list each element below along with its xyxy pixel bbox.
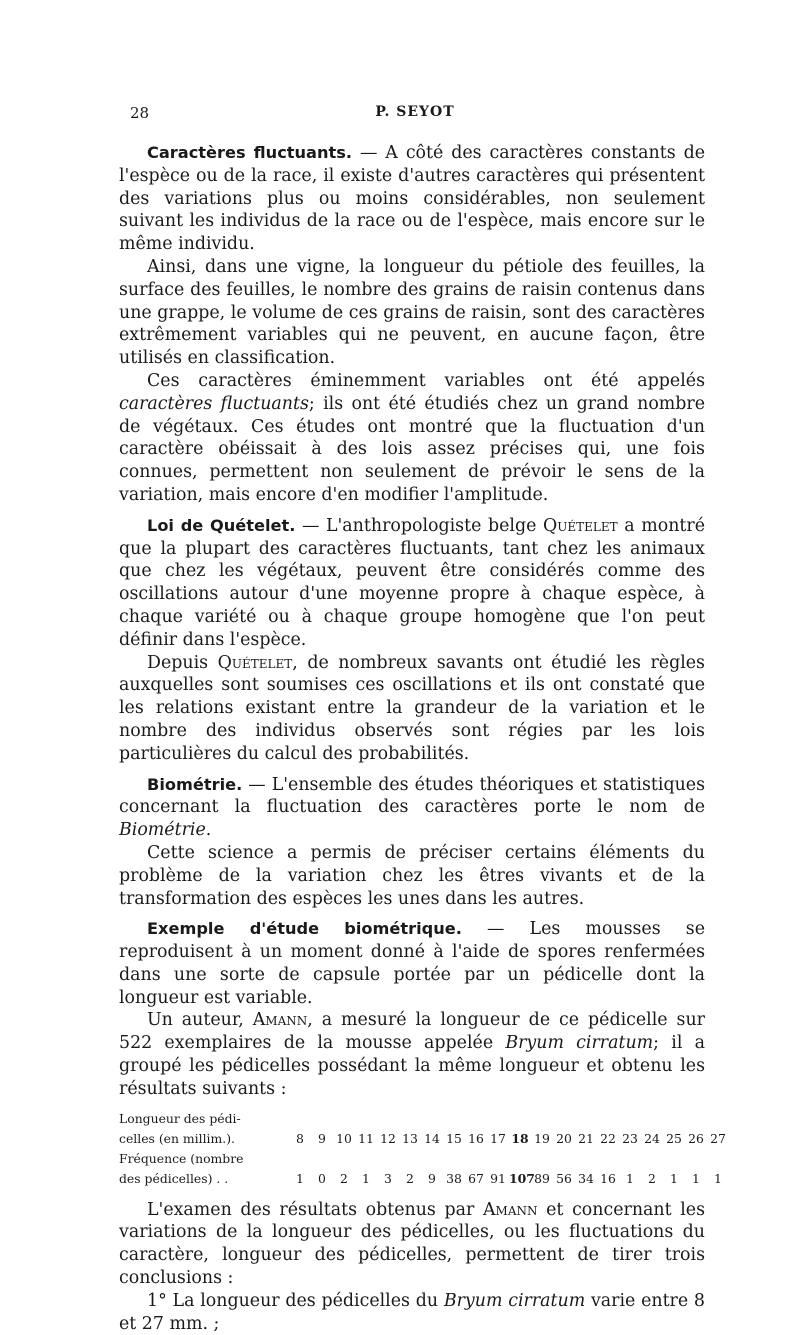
paragraph-text: L'examen des résultats obtenus par [147,1199,483,1220]
page-header [130,104,700,130]
table-cell-frequency: 1 [626,1170,634,1186]
table-cell-frequency: 1 [296,1170,304,1186]
paragraph-conclusion-1 [119,1290,705,1335]
paragraph-text: ; ils ont été étudiés chez un grand nombre de végétaux. Ces études ont montré que la fluctuation d'un caractère obéissait à des lois assez précises qui, une fois connues, permettent non seulement de prévoir le sens de la variation, mais encore d'en modifier l'amplitude. [119,393,706,505]
paragraph-text: Depuis [147,652,218,673]
paragraph-text: , a mesuré la longueur de ce pédicelle sur 522 exemplaires de la mousse appelée [119,1010,705,1054]
table-cell-frequency: 1 [714,1170,722,1186]
paragraph-text: ; il a groupé les pédicelles possédant la même longueur et obtenu les résultats suivants : [119,1033,705,1099]
table-cell-frequency: 9 [428,1170,436,1186]
page-number: 28 [130,104,150,122]
table-cell-frequency: 107 [509,1170,535,1186]
paragraph-text: — A côté des caractères constants de l'espèce ou de la race, il existe d'autres caractères qui présentent des variations plus ou moins considérables, non seulement suivant les individus de la race ou de l'espèce, mais encore sur le même individu. [119,143,705,255]
table-row [119,1109,705,1129]
table-cell-length: 25 [666,1130,682,1146]
paragraph-text: Cette science a permis de préciser certains éléments du problème de la variation chez les êtres vivants et de la transformation des espèces les unes dans les autres. [119,842,705,909]
table-cell-frequency: 67 [468,1170,484,1186]
table-cell-length: 14 [424,1130,440,1146]
table-cell-frequency: 91 [490,1170,506,1186]
length-values [289,1129,733,1149]
table-cell-frequency: 2 [406,1170,414,1186]
paragraph-text: Ces caractères éminemment variables ont été appelés [147,370,705,391]
paragraph-text: Ainsi, dans une vigne, la longueur du pétiole des feuilles, la surface des feuilles, le nombre des grains de raisin contenus dans une grappe, le volume de ces grains de raisin, sont des caractères extrêmement variables qui ne peuvent, en aucune façon, être utilisés en classification. [119,256,705,369]
table-row-lengths [119,1129,726,1149]
author-name: Quételet [217,652,293,673]
table-cell-length: 27 [710,1130,726,1146]
paragraph-text: varie entre 8 et 27 mm. ; [119,1290,705,1334]
section-heading-biometrie: Biométrie. [147,774,243,794]
table-cell-frequency: 1 [670,1170,678,1186]
table-cell-length: 11 [358,1130,374,1146]
table-cell-frequency: 0 [318,1170,326,1186]
section-heading-exemple-biometrique: Exemple d'étude biométrique. [147,919,462,939]
table-cell-length: 9 [318,1130,326,1146]
table-cell-frequency: 38 [446,1170,462,1186]
table-cell-length: 26 [688,1130,704,1146]
table-cell-length: 20 [556,1130,572,1146]
table-cell-length: 18 [511,1130,529,1146]
paragraph-text: — L'ensemble des études théoriques et statistiques concernant la fluctuation des caractères porte le nom de [119,774,705,818]
table-row-frequencies [119,1169,722,1189]
author-name: Amann [482,1199,538,1220]
row-label: des pédicelles) . . [119,1170,229,1186]
paragraph-text: Un auteur, [147,1010,253,1031]
paragraph-depuis-quetelet [119,652,705,766]
author-name: Amann [252,1010,308,1031]
table-cell-frequency: 2 [648,1170,656,1186]
table-cell-frequency: 34 [578,1170,594,1186]
paragraph-text: — Les mousses se reproduisent à un moment donné à l'aide de spores renfermées dans une sorte de capsule portée par un pédicelle dont la longueur est variable. [119,919,705,1008]
body-text [119,142,726,1335]
paragraph-biometrie [119,774,705,842]
table-cell-length: 21 [578,1130,594,1146]
table-cell-length: 12 [380,1130,396,1146]
paragraph-amann [119,1009,705,1100]
running-head: P. SEYOT [375,104,455,120]
paragraph-text: et concernant les variations de la longueur des pédicelles, ou les fluctuations du caractère, longueur des pédicelles, permettent de tirer trois conclusions : [119,1199,706,1289]
table-cell-frequency: 16 [600,1170,616,1186]
measurement-table [119,1109,726,1189]
italic-term: Biométrie [119,820,206,841]
table-cell-length: 8 [296,1130,304,1146]
frequency-values [289,1169,733,1189]
table-cell-length: 16 [468,1130,484,1146]
paragraph-loi-de-quetelet [119,515,705,652]
paragraph-text: — L'anthropologiste belge [295,515,544,536]
table-cell-frequency: 56 [556,1170,572,1186]
row-label: celles (en millim.). [119,1130,235,1146]
table-cell-length: 15 [446,1130,462,1146]
table-cell-frequency: 1 [692,1170,700,1186]
paragraph-text: a montré que la plupart des caractères fluctuants, tant chez les animaux que chez les végétaux, peuvent être considérés comme des oscillations autour d'une moyenne propre à chaque espèce, à chaque variété ou à chaque groupe homogène que l'on peut définir dans l'espèce. [119,515,705,650]
paragraph-cette-science [119,842,705,910]
table-cell-length: 19 [534,1130,550,1146]
paragraph-text: , de nombreux savants ont étudié les règles auxquelles sont soumises ces oscillations et ils ont constaté que les relations existant entre la grandeur de la variation et le nombre des individus observés sont régies par les lois particulières du calcul des probabilités. [119,652,705,764]
section-heading-loi-de-quetelet: Loi de Quételet. [147,515,296,535]
italic-term: caractères fluctuants [119,393,309,414]
paragraph-examen-resultats [119,1199,705,1290]
table-cell-length: 24 [644,1130,660,1146]
table-cell-frequency: 3 [384,1170,392,1186]
paragraph-caracteres-variables [119,370,705,507]
paragraph-caracteres-fluctuants [119,142,705,256]
paragraph-text: 1° La longueur des pédicelles du [147,1290,444,1311]
table-cell-frequency: 89 [534,1170,550,1186]
table-row [119,1149,705,1169]
table-cell-frequency: 2 [340,1170,348,1186]
section-heading-caracteres-fluctuants: Caractères fluctuants. [147,143,353,162]
paragraph-vigne-example [119,256,705,370]
row-label: Longueur des pédi- [119,1110,241,1126]
paragraph-exemple-biometrique [119,918,705,1009]
author-name: Quételet [543,515,618,536]
row-label: Fréquence (nombre [119,1150,244,1166]
species-name: Bryum cirratum [443,1290,586,1311]
table-cell-length: 22 [600,1130,616,1146]
table-cell-length: 10 [336,1130,352,1146]
species-name: Bryum cirratum [505,1033,654,1054]
table-cell-frequency: 1 [362,1170,370,1186]
paragraph-text: . [205,820,212,841]
table-cell-length: 17 [490,1130,506,1146]
table-cell-length: 23 [622,1130,638,1146]
table-cell-length: 13 [402,1130,418,1146]
